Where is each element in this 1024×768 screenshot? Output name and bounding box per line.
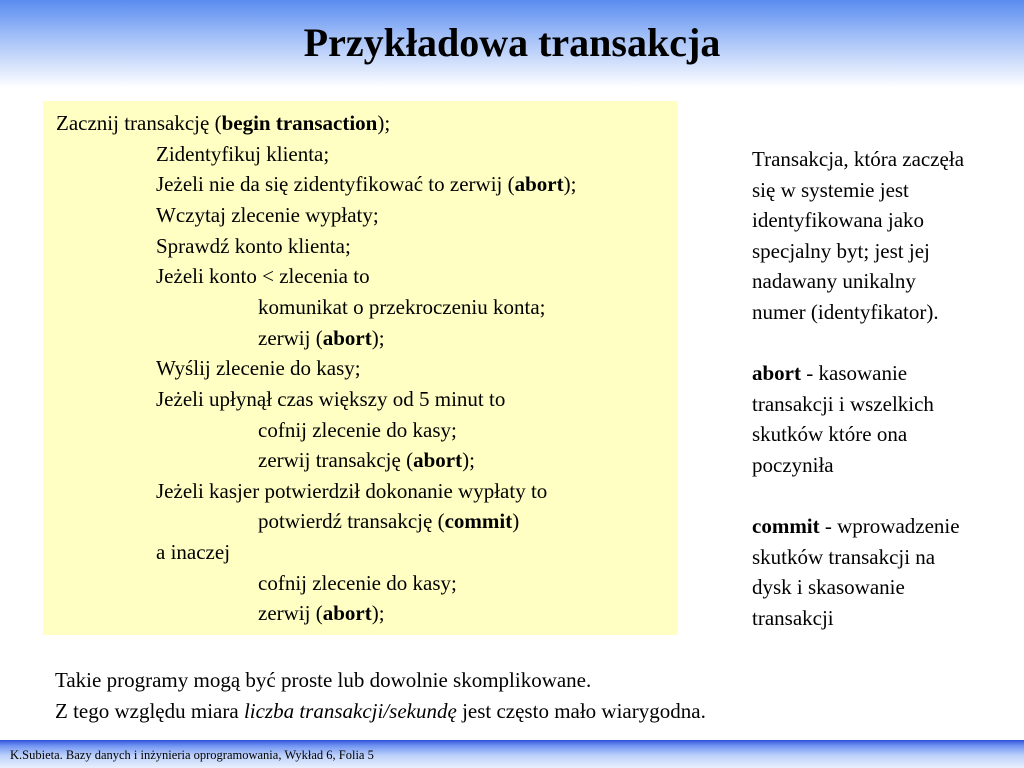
bottom-line-2-suffix: jest często mało wiarygodna. — [456, 699, 706, 723]
commit-term: commit — [752, 514, 820, 538]
code-text: Sprawdź konto klienta; — [156, 233, 351, 258]
code-text: Jeżeli upłynął czas większy od 5 minut to — [156, 386, 506, 411]
side-intro-line: numer (identyfikator). — [752, 299, 939, 324]
side-intro-line: nadawany unikalny — [752, 269, 916, 293]
bottom-line-2 — [55, 696, 706, 727]
side-intro-line: identyfikowana jako — [752, 208, 925, 232]
footer-text: K.Subieta. Bazy danych i inżynieria oprogramowania, Wykład 6, Folia 5 — [10, 748, 374, 762]
code-text: Jeżeli kasjer potwierdził dokonanie wypłaty to — [156, 478, 548, 503]
abort-line-3: poczyniła — [752, 452, 834, 477]
abort-definition — [752, 358, 1012, 389]
code-line — [156, 139, 329, 169]
code-text: potwierdź transakcję ( — [258, 509, 445, 534]
code-line — [258, 445, 475, 475]
code-text: Wczytaj zlecenie wypłaty; — [156, 202, 379, 227]
code-keyword: abort — [413, 448, 463, 473]
code-keyword: abort — [322, 325, 372, 350]
code-keyword: begin transaction — [221, 111, 378, 135]
code-text: a inaczej — [156, 540, 231, 565]
commit-line-2: dysk i skasowanie — [752, 575, 905, 599]
code-text: zerwij ( — [258, 325, 323, 350]
bottom-line-2-prefix: Z tego względu miara — [55, 699, 244, 723]
code-text: ); — [563, 172, 577, 197]
code-line — [156, 384, 505, 414]
code-text: ); — [377, 111, 391, 135]
commit-line-3: transakcji — [752, 605, 834, 630]
code-line — [156, 537, 230, 567]
code-keyword: commit — [444, 509, 513, 534]
code-line — [156, 261, 370, 291]
code-keyword: abort — [322, 601, 372, 626]
code-text: komunikat o przekroczeniu konta; — [258, 294, 546, 319]
commit-line-0: - wprowadzenie — [819, 514, 960, 538]
code-line — [156, 353, 361, 383]
slide-title: Przykładowa transakcja — [303, 20, 721, 65]
code-text: Wyślij zlecenie do kasy; — [156, 356, 361, 381]
code-text: zerwij ( — [258, 601, 323, 626]
abort-term: abort — [752, 361, 801, 385]
code-text: Jeżeli nie da się zidentyfikować to zerwij ( — [156, 172, 515, 197]
code-text: cofnij zlecenie do kasy; — [258, 417, 457, 442]
bottom-note — [55, 665, 706, 727]
commit-line-1: skutków transakcji na — [752, 544, 936, 569]
abort-line-0: - kasowanie — [801, 361, 908, 385]
code-text: ) — [512, 509, 520, 534]
code-text: Zacznij transakcję ( — [56, 111, 222, 135]
code-text: cofnij zlecenie do kasy; — [258, 570, 457, 595]
bottom-line-1: Takie programy mogą być proste lub dowolnie skomplikowane. — [55, 668, 592, 692]
abort-line-2: skutków które ona — [752, 422, 908, 446]
code-line — [56, 108, 390, 138]
code-text: ); — [371, 325, 385, 350]
code-line — [258, 415, 457, 445]
commit-definition — [752, 511, 1012, 542]
side-notes — [752, 144, 1012, 633]
abort-line-1: transakcji i wszelkich — [752, 391, 934, 416]
side-intro — [752, 144, 1012, 327]
code-line — [258, 323, 385, 353]
code-line — [156, 169, 576, 199]
side-intro-line: specjalny byt; jest jej — [752, 238, 930, 263]
code-text: zerwij transakcję ( — [258, 448, 414, 473]
code-text: Jeżeli konto < zlecenia to — [156, 264, 370, 289]
code-text: Zidentyfikuj klienta; — [156, 141, 330, 166]
code-line — [258, 506, 519, 536]
bottom-line-2-italic: liczba transakcji/sekundę — [243, 699, 457, 723]
code-keyword: abort — [514, 172, 564, 197]
side-intro-line: się w systemie jest — [752, 177, 909, 202]
code-text: ); — [462, 448, 475, 473]
side-intro-line: Transakcja, która zaczęła — [752, 147, 965, 171]
code-line — [156, 476, 547, 506]
code-line — [156, 231, 351, 261]
code-line — [156, 200, 379, 230]
code-line — [258, 292, 546, 322]
code-line — [258, 598, 385, 628]
code-text: ); — [371, 601, 385, 626]
code-line — [258, 568, 457, 598]
